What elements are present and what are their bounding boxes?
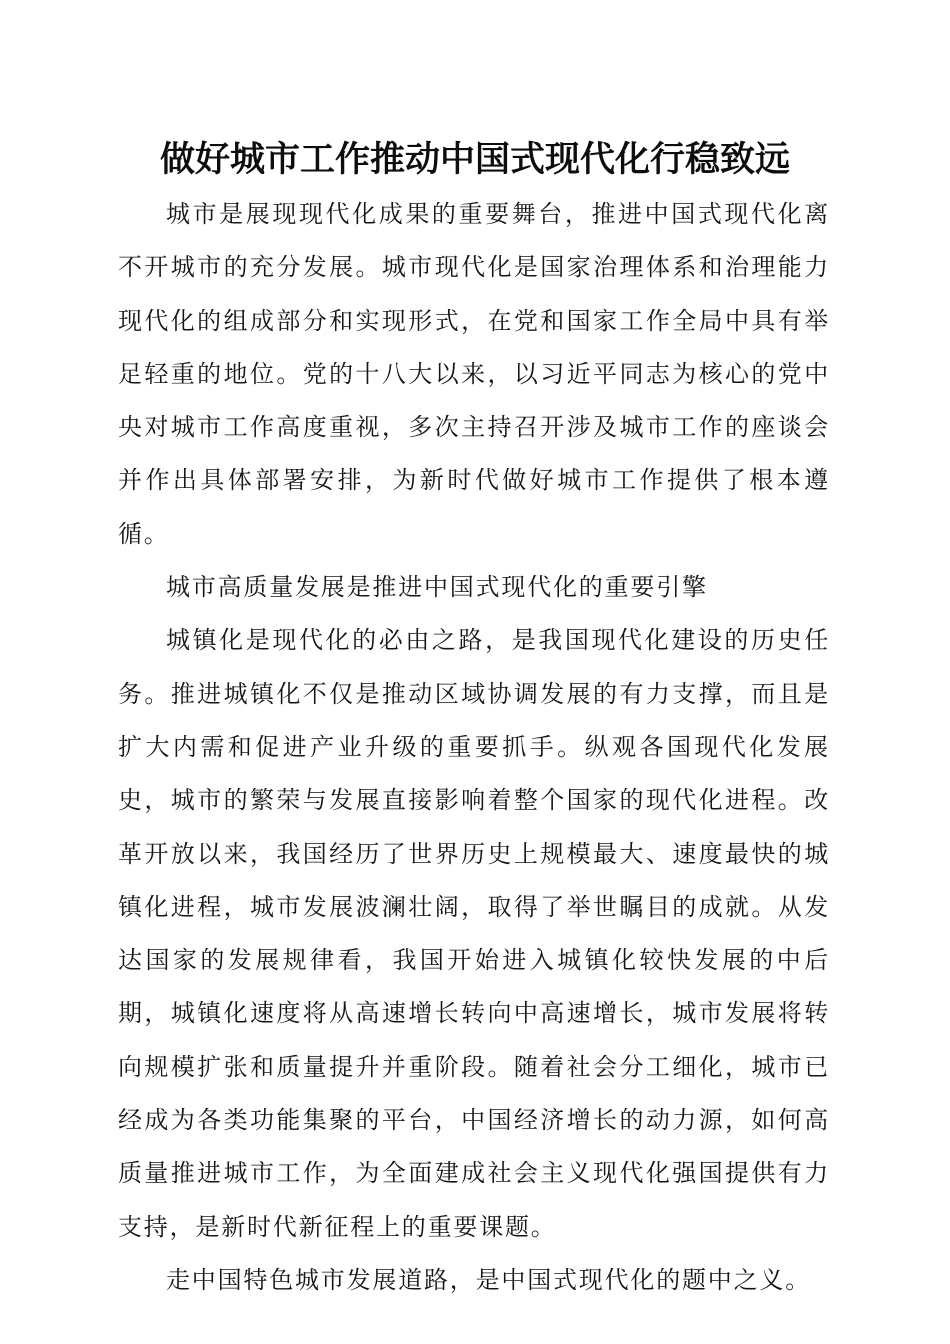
document-title: 做好城市工作推动中国式现代化行稳致远 <box>159 139 790 180</box>
paragraph-section-heading: 城市高质量发展是推进中国式现代化的重要引擎 <box>166 573 708 602</box>
paragraph-closing: 走中国特色城市发展道路，是中国式现代化的题中之义。 <box>166 1265 811 1294</box>
paragraph-intro: 城市是展现现代化成果的重要舞台，推进中国式现代化离不开城市的充分发展。城市现代化是国家治理体系和治理能力现代化的组成部分和实现形式，在党和国家工作全局中具有举足轻重的地位。党的十八大以来，以习近平同志为核心的党中央对城市工作高度重视，多次主持召开涉及城市工作的座谈会并作出具体部署安排，为新时代做好城市工作提供了根本遵循。 <box>118 200 830 548</box>
document-body <box>118 188 830 1307</box>
paragraph-urbanization: 城镇化是现代化的必由之路，是我国现代化建设的历史任务。推进城镇化不仅是推动区域协调发展的有力支撑，而且是扩大内需和促进产业升级的重要抓手。纵观各国现代化发展史，城市的繁荣与发展直接影响着整个国家的现代化进程。改革开放以来，我国经历了世界历史上规模最大、速度最快的城镇化进程，城市发展波澜壮阔，取得了举世瞩目的成就。从发达国家的发展规律看，我国开始进入城镇化较快发展的中后期，城镇化速度将从高速增长转向中高速增长，城市发展将转向规模扩张和质量提升并重阶段。随着社会分工细化，城市已经成为各类功能集聚的平台，中国经济增长的动力源，如何高质量推进城市工作，为全面建成社会主义现代化强国提供有力支持，是新时代新征程上的重要课题。 <box>118 626 830 1241</box>
